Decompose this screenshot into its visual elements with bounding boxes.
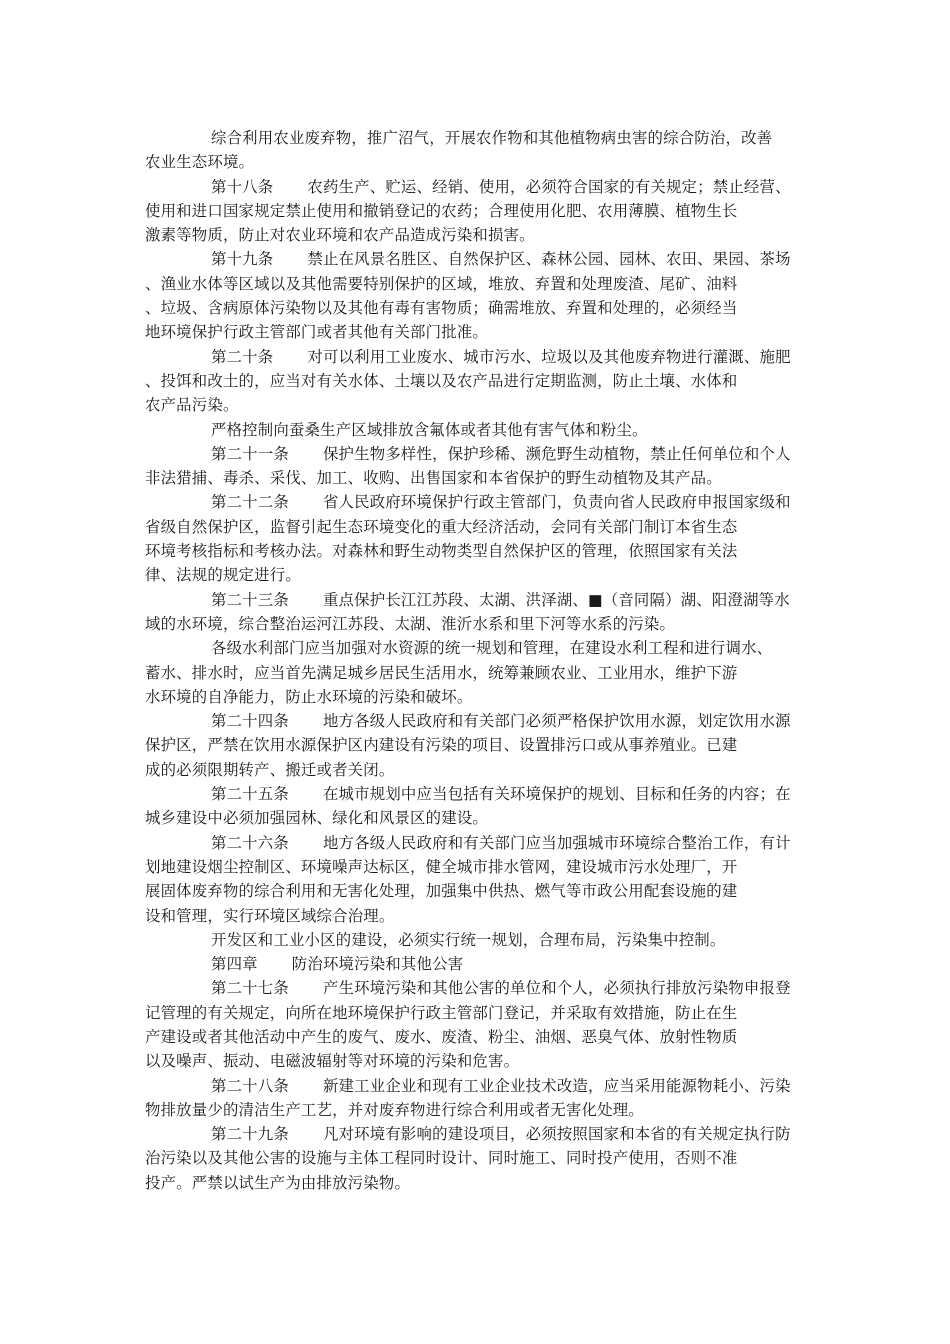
article-number: 第二十八条 <box>211 1076 289 1095</box>
line-text: 地环境保护行政主管部门或者其他有关部门批准。 <box>145 323 488 342</box>
line-text: 、垃圾、含病原体污染物以及其他有毒有害物质；确需堆放、弃置和处理的，必须经当 <box>145 299 738 318</box>
line-text: 记管理的有关规定，向所在地环境保护行政主管部门登记，并采取有效措施，防止在生 <box>145 1003 738 1022</box>
line-text: 使用和进口国家规定禁止使用和撤销登记的农药；合理使用化肥、农用薄膜、植物生长 <box>145 201 738 220</box>
line-text: 农业生态环境。 <box>145 153 255 172</box>
text-line <box>145 296 835 320</box>
text-line <box>145 563 835 587</box>
line-text: 省级自然保护区，监督引起生态环境变化的重大经济活动，会同有关部门制订本省生态 <box>145 517 738 536</box>
paragraph <box>145 126 835 175</box>
line-text: 开发区和工业小区的建设，必须实行统一规划，合理布局，污染集中控制。 <box>211 930 726 949</box>
text-line <box>145 855 835 879</box>
line-text: 各级水利部门应当加强对水资源的统一规划和管理，在建设水利工程和进行调水、 <box>211 639 773 658</box>
line-text: 农药生产、贮运、经销、使用，必须符合国家的有关规定；禁止经营、 <box>307 177 791 196</box>
text-line <box>145 758 835 782</box>
line-text: 省人民政府环境保护行政主管部门，负责向省人民政府申报国家级和 <box>322 493 791 512</box>
text-line <box>145 976 835 1000</box>
text-line <box>145 515 835 539</box>
paragraph <box>145 490 835 587</box>
paragraph <box>145 636 835 709</box>
line-text: 成的必须限期转产、搬迁或者关闭。 <box>145 760 395 779</box>
article-number: 第二十九条 <box>211 1125 289 1144</box>
text-line <box>145 126 835 150</box>
line-text: 设和管理，实行环境区域综合治理。 <box>145 906 395 925</box>
line-text: 保护区，严禁在饮用水源保护区内建设有污染的项目、设置排污口或从事养殖业。已建 <box>145 736 738 755</box>
paragraph <box>145 418 835 442</box>
paragraph <box>145 1074 835 1123</box>
line-text: 产生环境污染和其他公害的单位和个人，必须执行排放污染物申报登 <box>322 979 791 998</box>
paragraph <box>145 345 835 418</box>
text-line <box>145 1001 835 1025</box>
text-line <box>145 831 835 855</box>
article-number: 第二十六条 <box>211 833 289 852</box>
line-text: 严格控制向蚕桑生产区域排放含氟体或者其他有害气体和粉尘。 <box>211 420 648 439</box>
article-number: 第二十四条 <box>211 712 289 731</box>
article-number: 第十九条 <box>211 250 274 269</box>
line-text: 域的水环境，综合整治运河江苏段、太湖、淮沂水系和里下河等水系的污染。 <box>145 614 676 633</box>
text-line <box>145 661 835 685</box>
line-text: 城乡建设中必须加强园林、绿化和风景区的建设。 <box>145 809 488 828</box>
text-line <box>145 272 835 296</box>
line-text: 在城市规划中应当包括有关环境保护的规划、目标和任务的内容；在 <box>322 785 791 804</box>
text-line <box>145 150 835 174</box>
paragraph <box>145 588 835 637</box>
paragraph <box>145 952 835 976</box>
document-body <box>145 126 835 1195</box>
text-line <box>145 393 835 417</box>
text-line <box>145 490 835 514</box>
line-text: 重点保护长江江苏段、太湖、洪泽湖、■（音同隔）湖、阳澄湖等水 <box>322 590 790 609</box>
text-line <box>145 223 835 247</box>
paragraph <box>145 709 835 782</box>
text-line <box>145 952 835 976</box>
line-text: 律、法规的规定进行。 <box>145 566 301 585</box>
text-line <box>145 636 835 660</box>
line-text: 新建工业企业和现有工业企业技术改造，应当采用能源物耗小、污染 <box>322 1076 791 1095</box>
line-text: 以及噪声、振动、电磁波辐射等对环境的污染和危害。 <box>145 1052 520 1071</box>
text-line <box>145 1146 835 1170</box>
text-line <box>145 1049 835 1073</box>
line-text: 保护生物多样性，保护珍稀、濒危野生动植物，禁止任何单位和个人 <box>322 444 791 463</box>
text-line <box>145 320 835 344</box>
text-line <box>145 1025 835 1049</box>
line-text: 农产品污染。 <box>145 396 239 415</box>
line-text: 环境考核指标和考核办法。对森林和野生动物类型自然保护区的管理，依照国家有关法 <box>145 542 738 561</box>
paragraph <box>145 928 835 952</box>
article-number: 第四章 <box>211 955 258 974</box>
paragraph <box>145 831 835 928</box>
text-line <box>145 247 835 271</box>
text-line <box>145 709 835 733</box>
article-number: 第二十一条 <box>211 444 289 463</box>
text-line <box>145 345 835 369</box>
line-text: 产建设或者其他活动中产生的废气、废水、废渣、粉尘、油烟、恶臭气体、放射性物质 <box>145 1027 738 1046</box>
article-number: 第二十五条 <box>211 785 289 804</box>
text-line <box>145 199 835 223</box>
line-text: 蓄水、排水时，应当首先满足城乡居民生活用水，统筹兼顾农业、工业用水，维护下游 <box>145 663 738 682</box>
text-line <box>145 175 835 199</box>
paragraph <box>145 175 835 248</box>
line-text: 治污染以及其他公害的设施与主体工程同时设计、同时施工、同时投产使用，否则不准 <box>145 1149 738 1168</box>
article-number: 第二十三条 <box>211 590 289 609</box>
line-text: 展固体废弃物的综合利用和无害化处理，加强集中供热、燃气等市政公用配套设施的建 <box>145 882 738 901</box>
text-line <box>145 1074 835 1098</box>
line-text: 地方各级人民政府和有关部门必须严格保护饮用水源，划定饮用水源 <box>322 712 791 731</box>
text-line <box>145 1171 835 1195</box>
line-text: 禁止在风景名胜区、自然保护区、森林公园、园林、农田、果园、茶场 <box>307 250 791 269</box>
line-text: 投产。严禁以试生产为由排放污染物。 <box>145 1173 411 1192</box>
article-number: 第二十二条 <box>211 493 289 512</box>
article-number: 第十八条 <box>211 177 274 196</box>
text-line <box>145 733 835 757</box>
text-line <box>145 1098 835 1122</box>
line-text: 激素等物质，防止对农业环境和农产品造成污染和损害。 <box>145 226 535 245</box>
line-text: 划地建设烟尘控制区、环境噪声达标区，健全城市排水管网，建设城市污水处理厂，开 <box>145 857 738 876</box>
line-text: 对可以利用工业废水、城市污水、垃圾以及其他废弃物进行灌溉、施肥 <box>307 347 791 366</box>
text-line <box>145 418 835 442</box>
paragraph <box>145 247 835 344</box>
article-number: 第二十条 <box>211 347 274 366</box>
article-number: 第二十七条 <box>211 979 289 998</box>
text-line <box>145 369 835 393</box>
line-text: 物排放量少的清洁生产工艺，并对废弃物进行综合利用或者无害化处理。 <box>145 1100 644 1119</box>
text-line <box>145 928 835 952</box>
text-line <box>145 685 835 709</box>
line-text: 防治环境污染和其他公害 <box>291 955 464 974</box>
text-line <box>145 1122 835 1146</box>
line-text: 、渔业水体等区域以及其他需要特别保护的区域，堆放、弃置和处理废渣、尾矿、油料 <box>145 274 738 293</box>
text-line <box>145 539 835 563</box>
line-text: 地方各级人民政府和有关部门应当加强城市环境综合整治工作，有计 <box>322 833 791 852</box>
text-line <box>145 612 835 636</box>
line-text: 水环境的自净能力，防止水环境的污染和破坏。 <box>145 687 473 706</box>
text-line <box>145 782 835 806</box>
line-text: 非法猎捕、毒杀、采伐、加工、收购、出售国家和本省保护的野生动植物及其产品。 <box>145 469 722 488</box>
text-line <box>145 879 835 903</box>
line-text: 综合利用农业废弃物，推广沼气，开展农作物和其他植物病虫害的综合防治，改善 <box>211 129 773 147</box>
text-line <box>145 466 835 490</box>
text-line <box>145 442 835 466</box>
paragraph <box>145 442 835 491</box>
paragraph <box>145 1122 835 1195</box>
paragraph <box>145 782 835 831</box>
line-text: 凡对环境有影响的建设项目，必须按照国家和本省的有关规定执行防 <box>322 1125 791 1144</box>
line-text: 、投饵和改土的，应当对有关水体、土壤以及农产品进行定期监测，防止土壤、水体和 <box>145 371 738 390</box>
paragraph <box>145 976 835 1073</box>
text-line <box>145 806 835 830</box>
text-line <box>145 588 835 612</box>
text-line <box>145 904 835 928</box>
